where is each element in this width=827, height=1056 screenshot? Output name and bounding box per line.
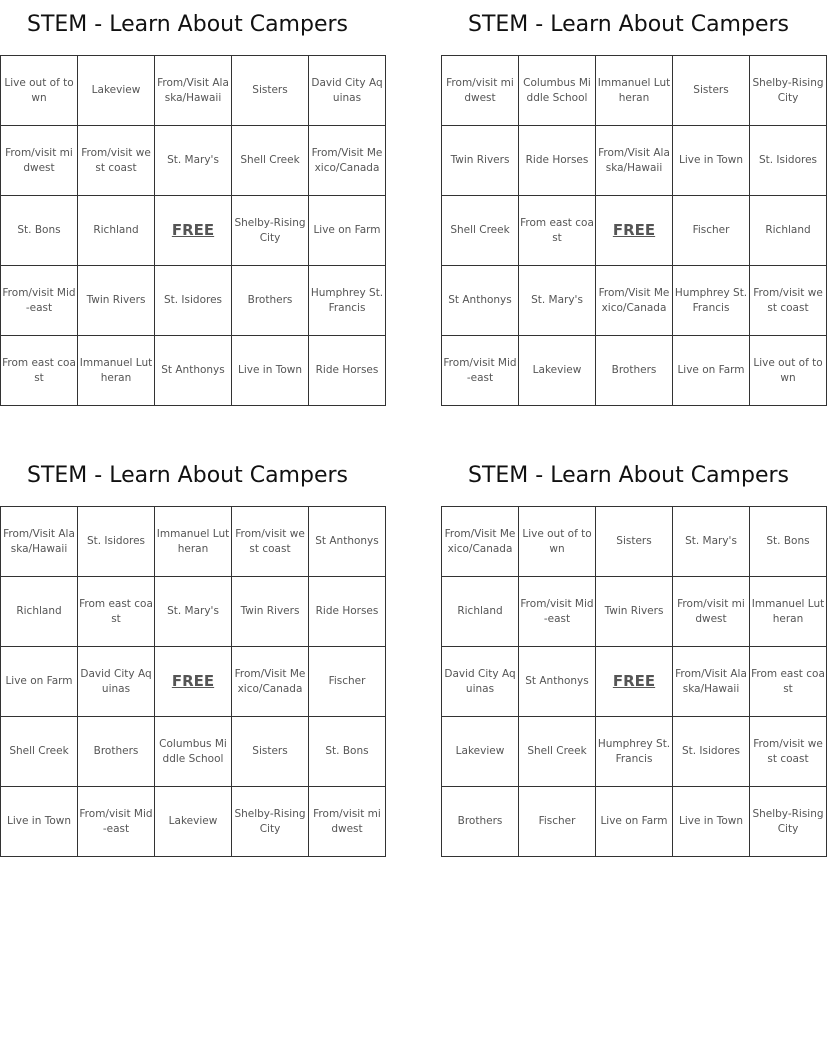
bingo-grid [441, 55, 827, 406]
grid-cell: Columbus Middle School [519, 56, 596, 126]
grid-cell: Shell Creek [1, 717, 78, 787]
bingo-grid [0, 506, 386, 857]
card-title: STEM - Learn About Campers [26, 12, 348, 37]
grid-cell: Richland [78, 196, 155, 266]
grid-row [442, 336, 827, 406]
grid-cell: Live on Farm [596, 787, 673, 857]
grid-cell: Humphrey St. Francis [309, 266, 386, 336]
grid-cell: From/visit midwest [1, 126, 78, 196]
grid-cell: From/visit Mid-east [78, 787, 155, 857]
grid-cell: David City Aquinas [78, 647, 155, 717]
grid-cell: From/visit Mid-east [519, 577, 596, 647]
grid-cell: Ride Horses [519, 126, 596, 196]
grid-cell: Live on Farm [309, 196, 386, 266]
grid-cell: From/Visit Alaska/Hawaii [596, 126, 673, 196]
grid-cell: St. Isidores [155, 266, 232, 336]
grid-cell: From/Visit Mexico/Canada [232, 647, 309, 717]
free-space-cell: FREE [155, 647, 232, 717]
grid-row [1, 266, 386, 336]
grid-cell: Live out of town [519, 507, 596, 577]
grid-cell: From/Visit Mexico/Canada [309, 126, 386, 196]
grid-cell: Lakeview [155, 787, 232, 857]
grid-row [1, 507, 386, 577]
grid-row [442, 56, 827, 126]
grid-cell: Immanuel Lutheran [596, 56, 673, 126]
grid-cell: Live out of town [750, 336, 827, 406]
grid-cell: Immanuel Lutheran [155, 507, 232, 577]
grid-cell: St. Isidores [750, 126, 827, 196]
bingo-grid [0, 55, 386, 406]
grid-row [1, 56, 386, 126]
grid-cell: Live in Town [673, 787, 750, 857]
grid-cell: Shelby-Rising City [232, 196, 309, 266]
grid-row [442, 647, 827, 717]
grid-cell: Fischer [309, 647, 386, 717]
grid-row [442, 717, 827, 787]
grid-cell: Fischer [519, 787, 596, 857]
grid-row [1, 717, 386, 787]
grid-cell: Lakeview [442, 717, 519, 787]
grid-cell: From/Visit Alaska/Hawaii [1, 507, 78, 577]
grid-cell: Shelby-Rising City [750, 787, 827, 857]
grid-cell: From/visit west coast [232, 507, 309, 577]
grid-cell: Live in Town [673, 126, 750, 196]
grid-cell: Twin Rivers [78, 266, 155, 336]
grid-row [442, 266, 827, 336]
grid-row [442, 126, 827, 196]
grid-cell: Live in Town [1, 787, 78, 857]
grid-cell: Richland [750, 196, 827, 266]
grid-cell: Brothers [232, 266, 309, 336]
grid-cell: Sisters [673, 56, 750, 126]
grid-cell: St. Mary's [673, 507, 750, 577]
grid-row [1, 196, 386, 266]
grid-cell: From/visit midwest [442, 56, 519, 126]
grid-cell: Twin Rivers [232, 577, 309, 647]
grid-cell: St. Isidores [673, 717, 750, 787]
grid-cell: Humphrey St. Francis [673, 266, 750, 336]
grid-cell: From east coast [1, 336, 78, 406]
grid-cell: From/visit west coast [750, 717, 827, 787]
grid-cell: From/visit midwest [309, 787, 386, 857]
grid-cell: Twin Rivers [596, 577, 673, 647]
grid-cell: From/Visit Alaska/Hawaii [673, 647, 750, 717]
grid-cell: Richland [442, 577, 519, 647]
grid-cell: From/visit midwest [673, 577, 750, 647]
grid-cell: From/visit Mid-east [442, 336, 519, 406]
grid-cell: From/Visit Alaska/Hawaii [155, 56, 232, 126]
bingo-grid [441, 506, 827, 857]
grid-cell: Immanuel Lutheran [78, 336, 155, 406]
card-title: STEM - Learn About Campers [467, 463, 789, 488]
grid-cell: Shell Creek [519, 717, 596, 787]
grid-cell: Columbus Middle School [155, 717, 232, 787]
grid-cell: Sisters [232, 717, 309, 787]
grid-cell: From/visit Mid-east [1, 266, 78, 336]
grid-cell: David City Aquinas [442, 647, 519, 717]
grid-cell: Humphrey St. Francis [596, 717, 673, 787]
grid-cell: Live on Farm [673, 336, 750, 406]
grid-cell: Shell Creek [232, 126, 309, 196]
grid-cell: Richland [1, 577, 78, 647]
grid-cell: From/visit west coast [750, 266, 827, 336]
grid-cell: Live on Farm [1, 647, 78, 717]
free-space-cell: FREE [155, 196, 232, 266]
grid-row [1, 787, 386, 857]
free-space-cell: FREE [596, 196, 673, 266]
grid-cell: St. Bons [1, 196, 78, 266]
grid-cell: Shell Creek [442, 196, 519, 266]
grid-cell: Live in Town [232, 336, 309, 406]
grid-cell: St. Mary's [155, 126, 232, 196]
grid-row [1, 577, 386, 647]
grid-cell: Brothers [78, 717, 155, 787]
card-title: STEM - Learn About Campers [467, 12, 789, 37]
grid-cell: St Anthonys [442, 266, 519, 336]
grid-cell: Shelby-Rising City [750, 56, 827, 126]
grid-cell: St Anthonys [309, 507, 386, 577]
grid-cell: Sisters [596, 507, 673, 577]
card-title: STEM - Learn About Campers [26, 463, 348, 488]
grid-row [442, 507, 827, 577]
grid-cell: From east coast [78, 577, 155, 647]
grid-cell: Lakeview [78, 56, 155, 126]
grid-cell: Brothers [596, 336, 673, 406]
grid-cell: From/Visit Mexico/Canada [596, 266, 673, 336]
grid-cell: Twin Rivers [442, 126, 519, 196]
grid-cell: St. Isidores [78, 507, 155, 577]
grid-cell: Live out of town [1, 56, 78, 126]
grid-row [1, 336, 386, 406]
grid-cell: Ride Horses [309, 336, 386, 406]
grid-cell: From/Visit Mexico/Canada [442, 507, 519, 577]
grid-cell: Sisters [232, 56, 309, 126]
grid-cell: Shelby-Rising City [232, 787, 309, 857]
grid-cell: Lakeview [519, 336, 596, 406]
grid-cell: St. Bons [750, 507, 827, 577]
grid-cell: St Anthonys [155, 336, 232, 406]
grid-cell: Fischer [673, 196, 750, 266]
grid-row [1, 647, 386, 717]
grid-cell: St Anthonys [519, 647, 596, 717]
grid-row [442, 787, 827, 857]
free-space-cell: FREE [596, 647, 673, 717]
grid-cell: St. Mary's [155, 577, 232, 647]
grid-cell: Brothers [442, 787, 519, 857]
grid-cell: Immanuel Lutheran [750, 577, 827, 647]
grid-cell: St. Mary's [519, 266, 596, 336]
grid-row [442, 196, 827, 266]
grid-cell: David City Aquinas [309, 56, 386, 126]
grid-row [1, 126, 386, 196]
grid-cell: From east coast [750, 647, 827, 717]
grid-row [442, 577, 827, 647]
grid-cell: From east coast [519, 196, 596, 266]
grid-cell: From/visit west coast [78, 126, 155, 196]
grid-cell: Ride Horses [309, 577, 386, 647]
grid-cell: St. Bons [309, 717, 386, 787]
